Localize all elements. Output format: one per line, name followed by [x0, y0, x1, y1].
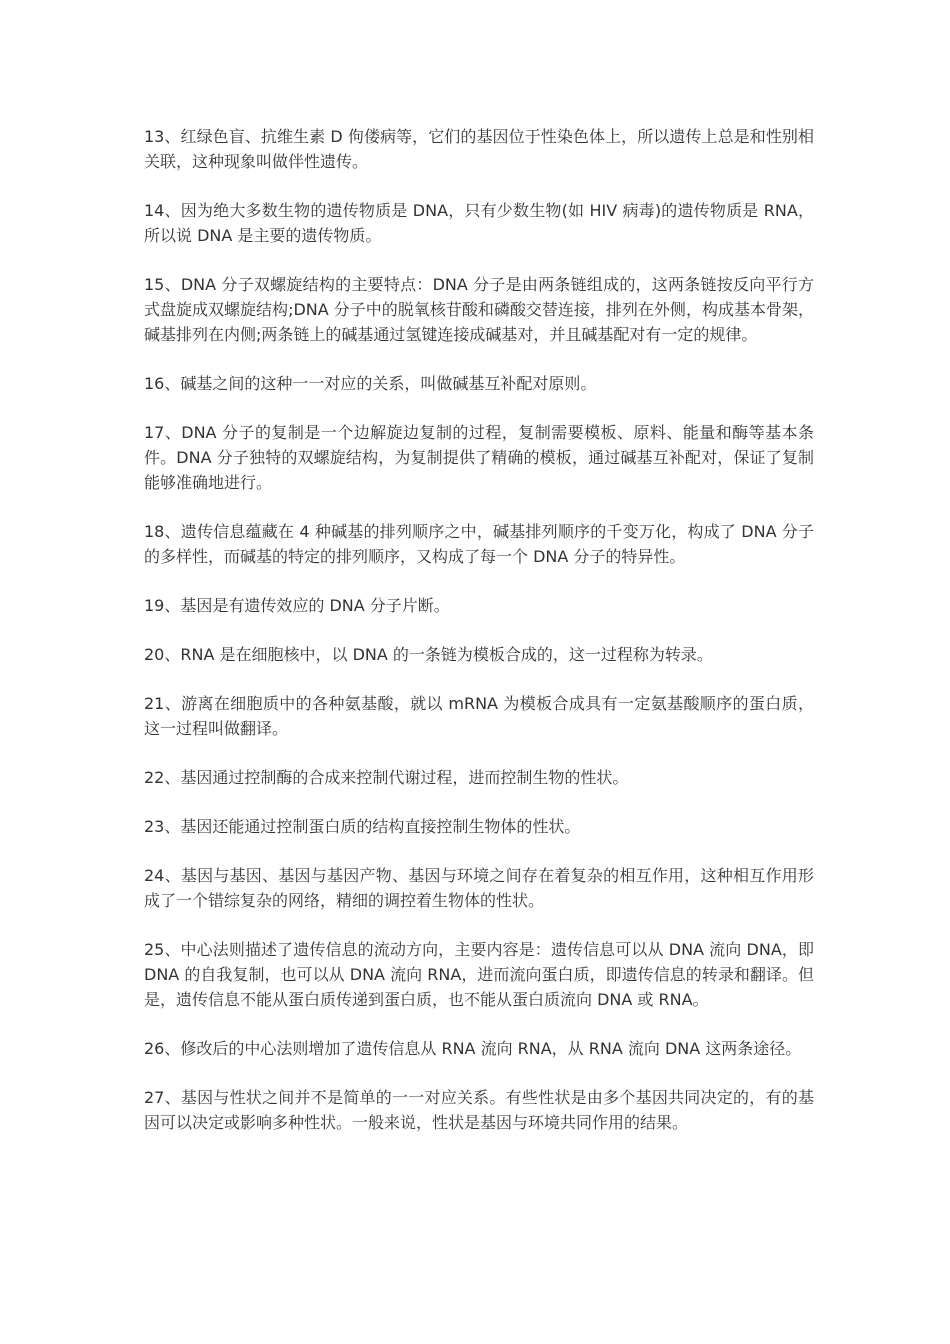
paragraph-18: 18、遗传信息蕴藏在 4 种碱基的排列顺序之中，碱基排列顺序的千变万化，构成了 DNA 分子的多样性，而碱基的特定的排列顺序，又构成了每一个 DNA 分子的特异性。: [144, 522, 814, 566]
paragraph-17: 17、DNA 分子的复制是一个边解旋边复制的过程，复制需要模板、原料、能量和酶等基本条件。DNA 分子独特的双螺旋结构，为复制提供了精确的模板，通过碱基互补配对，保证了复制能够准确地进行。: [144, 423, 814, 492]
document-body: [144, 124, 814, 1159]
paragraph-15: 15、DNA 分子双螺旋结构的主要特点：DNA 分子是由两条链组成的，这两条链按反向平行方式盘旋成双螺旋结构;DNA 分子中的脱氧核苷酸和磷酸交替连接，排列在外侧，构成基本骨架，碱基排列在内侧;两条链上的碱基通过氢键连接成碱基对，并且碱基配对有一定的规律。: [144, 275, 814, 344]
paragraph-25: 25、中心法则描述了遗传信息的流动方向，主要内容是：遗传信息可以从 DNA 流向 DNA，即 DNA 的自我复制，也可以从 DNA 流向 RNA，进而流向蛋白质，即遗传信息的转录和翻译。但是，遗传信息不能从蛋白质传递到蛋白质，也不能从蛋白质流向 DNA 或 RNA。: [144, 940, 814, 1009]
paragraph-14: 14、因为绝大多数生物的遗传物质是 DNA，只有少数生物(如 HIV 病毒)的遗传物质是 RNA，所以说 DNA 是主要的遗传物质。: [144, 201, 814, 245]
paragraph-21: 21、游离在细胞质中的各种氨基酸，就以 mRNA 为模板合成具有一定氨基酸顺序的蛋白质，这一过程叫做翻译。: [144, 694, 814, 738]
paragraph-16: 16、碱基之间的这种一一对应的关系，叫做碱基互补配对原则。: [144, 374, 597, 393]
paragraph-27: 27、基因与性状之间并不是简单的一一对应关系。有些性状是由多个基因共同决定的，有的基因可以决定或影响多种性状。一般来说，性状是基因与环境共同作用的结果。: [144, 1088, 814, 1132]
paragraph-20: 20、RNA 是在细胞核中，以 DNA 的一条链为模板合成的，这一过程称为转录。: [144, 645, 713, 664]
paragraph-13: 13、红绿色盲、抗维生素 D 佝偻病等，它们的基因位于性染色体上，所以遗传上总是和性别相关联，这种现象叫做伴性遗传。: [144, 127, 814, 171]
paragraph-23: 23、基因还能通过控制蛋白质的结构直接控制生物体的性状。: [144, 817, 581, 836]
paragraph-24: 24、基因与基因、基因与基因产物、基因与环境之间存在着复杂的相互作用，这种相互作用形成了一个错综复杂的网络，精细的调控着生物体的性状。: [144, 866, 814, 910]
paragraph-26: 26、修改后的中心法则增加了遗传信息从 RNA 流向 RNA，从 RNA 流向 DNA 这两条途径。: [144, 1039, 802, 1058]
paragraph-22: 22、基因通过控制酶的合成来控制代谢过程，进而控制生物的性状。: [144, 768, 629, 787]
paragraph-19: 19、基因是有遗传效应的 DNA 分子片断。: [144, 596, 450, 615]
